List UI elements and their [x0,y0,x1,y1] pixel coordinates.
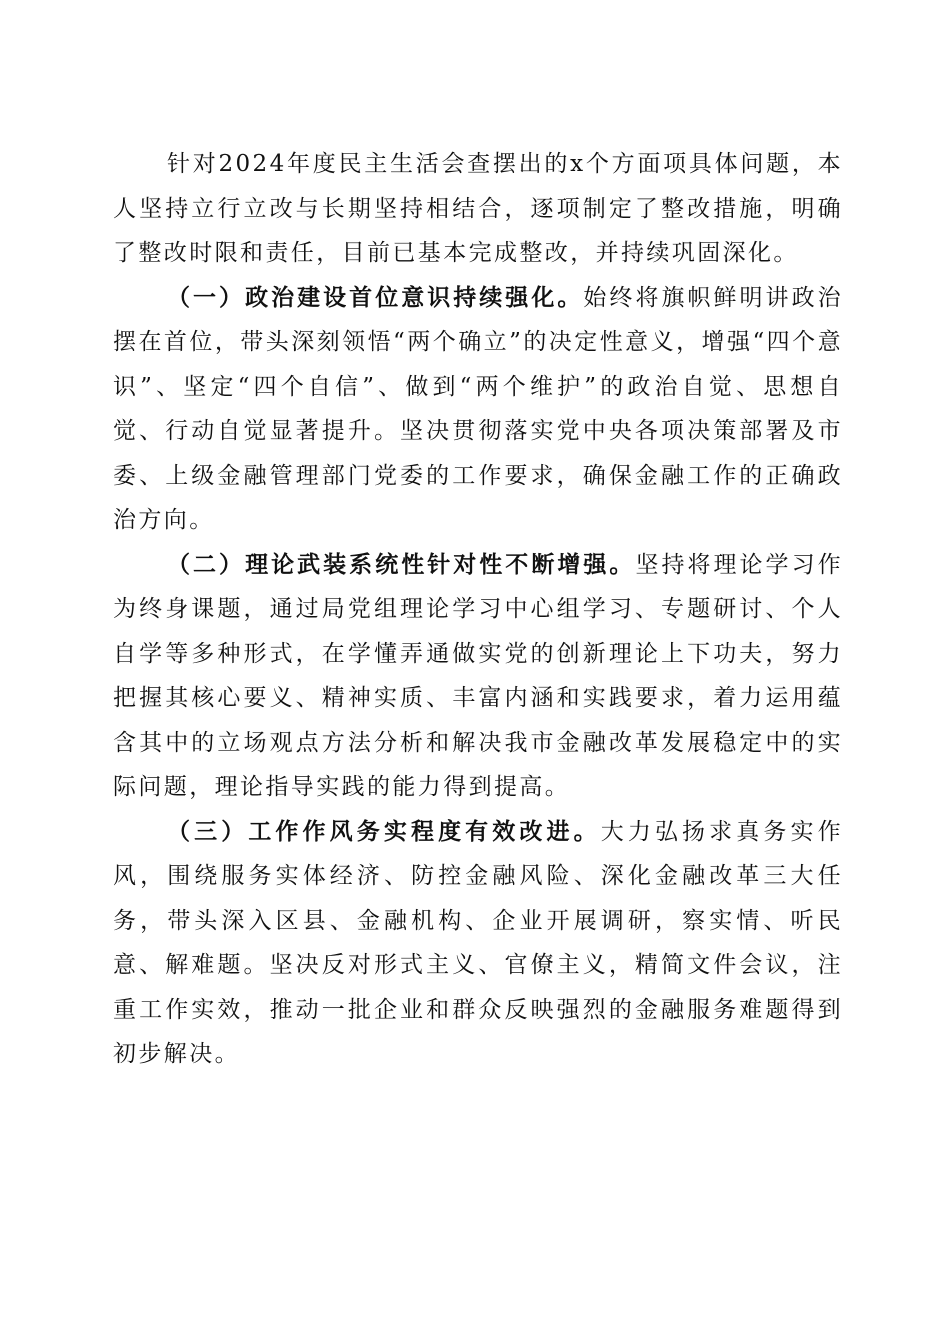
document-body [113,142,843,1077]
section-body-2: 坚持将理论学习作为终身课题，通过局党组理论学习中心组学习、专题研讨、个人自学等多种形式，在学懂弄通做实党的创新理论上下功夫，努力把握其核心要义、精神实质、丰富内涵和实践要求，着力运用蕴含其中的立场观点方法分析和解决我市金融改革发展稳定中的实际问题，理论指导实践的能力得到提高。 [113,551,844,800]
section-paragraph-3 [113,810,843,1077]
section-heading-1: （一）政治建设首位意识持续强化。 [167,283,584,311]
section-body-3: 大力弘扬求真务实作风，围绕服务实体经济、防控金融风险、深化金融改革三大任务，带头深入区县、金融机构、企业开展调研，察实情、听民意、解难题。坚决反对形式主义、官僚主义，精简文件会议，注重工作实效，推动一批企业和群众反映强烈的金融服务难题得到初步解决。 [113,818,843,1067]
section-paragraph-1 [113,276,843,543]
section-heading-3: （三）工作作风务实程度有效改进。 [167,817,601,845]
section-heading-2: （二）理论武装系统性针对性不断增强。 [167,550,636,578]
intro-paragraph: 针对2024年度民主生活会查摆出的x个方面项具体问题，本人坚持立行立改与长期坚持相结合，逐项制定了整改措施，明确了整改时限和责任，目前已基本完成整改，并持续巩固深化。 [113,151,843,266]
section-paragraph-2 [113,543,843,810]
section-body-1: 始终将旗帜鲜明讲政治摆在首位，带头深刻领悟“两个确立”的决定性意义，增强“四个意识”、坚定“四个自信”、做到“两个维护”的政治自觉、思想自觉、行动自觉显著提升。坚决贯彻落实党中央各项决策部署及市委、上级金融管理部门党委的工作要求，确保金融工作的正确政治方向。 [113,284,844,533]
